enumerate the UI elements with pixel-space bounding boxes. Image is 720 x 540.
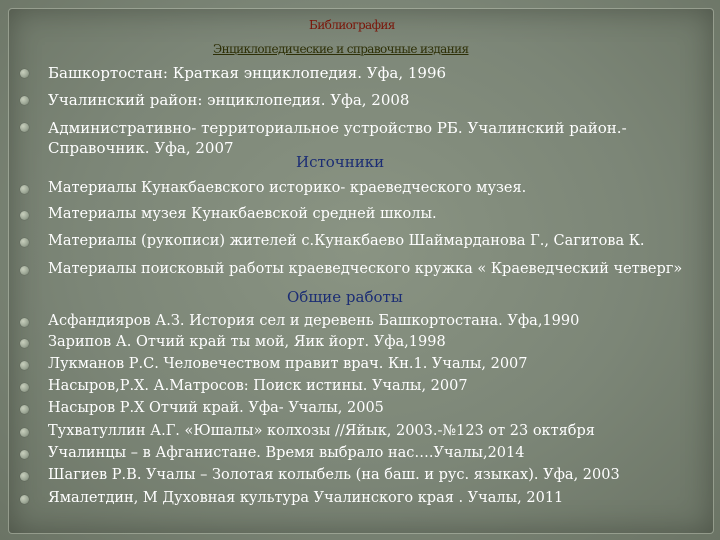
section-title-general: Общие работы (287, 288, 403, 306)
list-item: Шагиев Р.В. Учалы – Золотая колыбель (на баш. и рус. языках). Уфа, 2003 (48, 467, 620, 483)
list-item: Материалы музея Кунакбаевской средней школы. (48, 206, 437, 222)
bullet-icon (20, 428, 29, 437)
bullet-icon (20, 472, 29, 481)
bullet-icon (20, 69, 29, 78)
section-title-sources: Источники (296, 153, 385, 171)
bullet-icon (20, 495, 29, 504)
list-item: Учалинцы – в Афганистане. Время выбрало нас….Учалы,2014 (48, 445, 524, 461)
page-title: Библиография (309, 18, 395, 32)
bullet-icon (20, 185, 29, 194)
list-item: Насыров,Р.Х. А.Матросов: Поиск истины. Учалы, 2007 (48, 378, 468, 394)
bullet-icon (20, 383, 29, 392)
list-item: Административно- территориальное устройство РБ. Учалинский район.- Справочник. Уфа, 2007 (48, 118, 627, 158)
list-item: Башкортостан: Краткая энциклопедия. Уфа, 1996 (48, 64, 446, 82)
list-item: Зарипов А. Отчий край ты мой, Яик йорт. Уфа,1998 (48, 334, 446, 350)
bullet-icon (20, 450, 29, 459)
bullet-icon (20, 266, 29, 275)
list-item: Асфандияров А.З. История сел и деревень Башкортостана. Уфа,1990 (48, 313, 579, 329)
list-item: Учалинский район: энциклопедия. Уфа, 2008 (48, 91, 409, 109)
list-item: Насыров Р.Х Отчий край. Уфа- Учалы, 2005 (48, 400, 384, 416)
bullet-icon (20, 361, 29, 370)
bullet-icon (20, 96, 29, 105)
list-item: Тухватуллин А.Г. «Юшалы» колхозы //Яйык, 2003.-№123 от 23 октября (48, 423, 595, 439)
list-item: Материалы поисковый работы краеведческого кружка « Краеведческий четверг» (48, 261, 682, 277)
list-item: Материалы Кунакбаевского историко- краеведческого музея. (48, 180, 526, 196)
list-item: Материалы (рукописи) жителей с.Кунакбаево Шаймарданова Г., Сагитова К. (48, 233, 645, 249)
bullet-icon (20, 339, 29, 348)
bullet-icon (20, 405, 29, 414)
bullet-icon (20, 318, 29, 327)
bullet-icon (20, 238, 29, 247)
list-item: Лукманов Р.С. Человечеством правит врач. Кн.1. Учалы, 2007 (48, 356, 528, 372)
bullet-icon (20, 123, 29, 132)
bullet-icon (20, 211, 29, 220)
page-subtitle: Энциклопедические и справочные издания (213, 42, 469, 56)
list-item: Ямалетдин, М Духовная культура Учалинского края . Учалы, 2011 (48, 490, 563, 506)
